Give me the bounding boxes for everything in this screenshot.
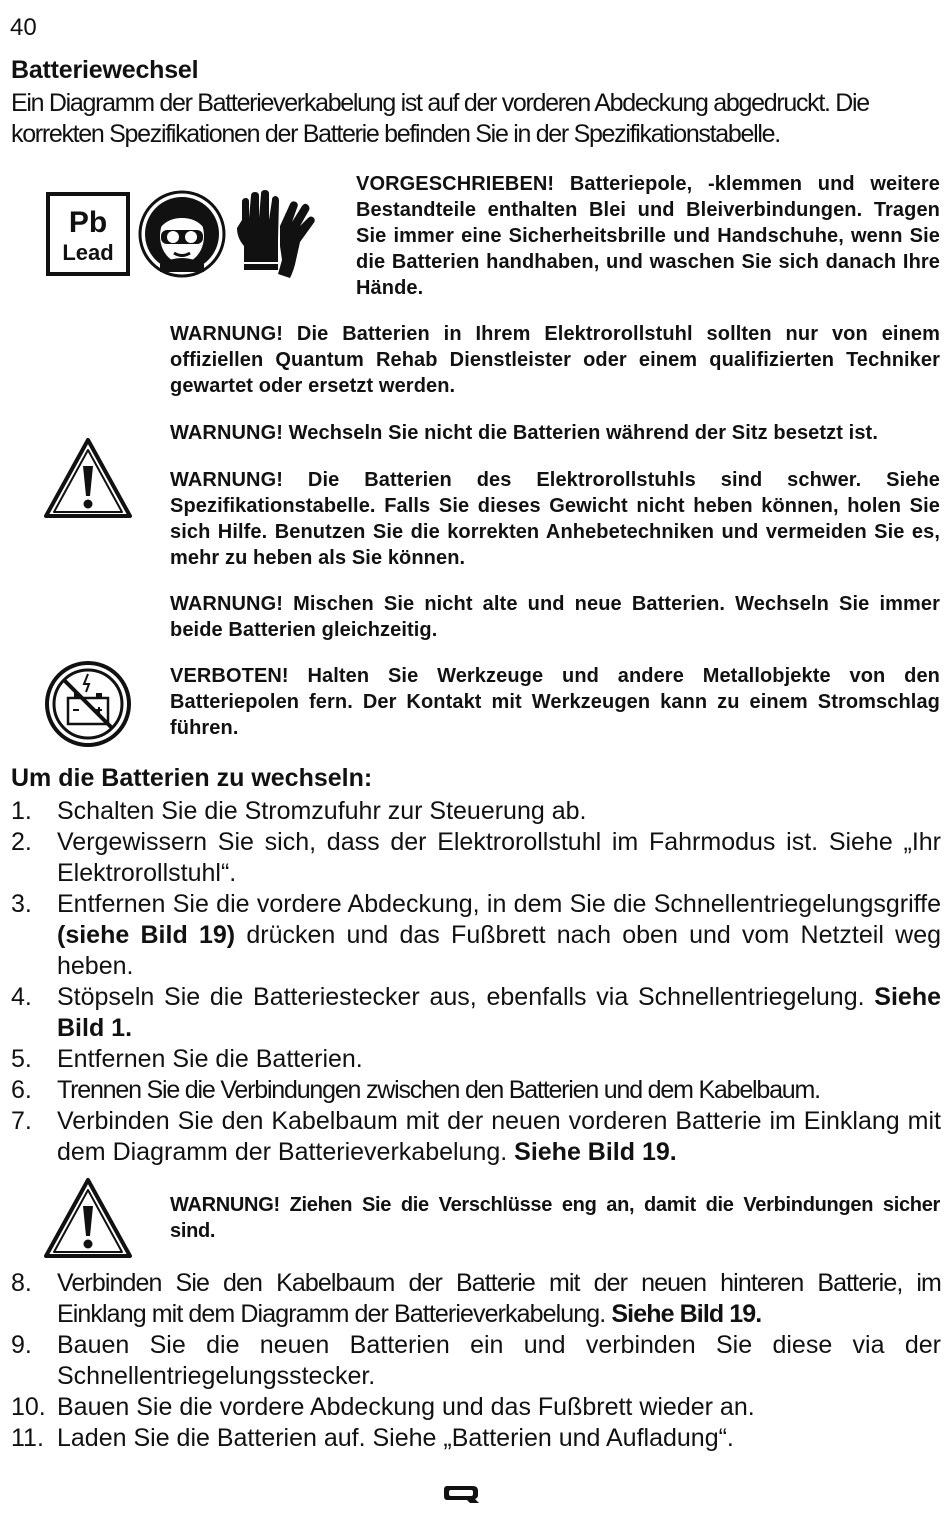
warning-mix xyxy=(170,591,940,643)
prohibited-tools-icon xyxy=(44,660,132,748)
prohibited-notice xyxy=(170,663,940,741)
prohibited-label: VERBOTEN! xyxy=(170,665,289,687)
safety-goggles-icon xyxy=(138,190,226,278)
intro-paragraph: Ein Diagramm der Batterieverkabelung ist auf der vorderen Abdeckung abgedruckt. Die korrekten Spezifikationen der Batterie befinden Sie in der Spezifikationstabelle. xyxy=(11,89,869,148)
section-title: Batteriewechsel xyxy=(11,56,199,84)
page-number: 40 xyxy=(10,14,37,41)
warning-seat xyxy=(170,420,940,446)
warning-triangle-icon xyxy=(42,1176,134,1262)
warning-label: WARNUNG! xyxy=(170,422,284,444)
warning-service xyxy=(170,321,940,399)
gloves-icon xyxy=(234,190,316,280)
mandatory-label: VORGESCHRIEBEN! xyxy=(356,173,555,195)
list-item: 1. Schalten Sie die Stromzufuhr zur Steuerung ab. xyxy=(11,797,587,825)
prohibited-text: Halten Sie Werkzeuge und andere Metallobjekte von den Batteriepolen fern. Der Kontakt mit Werkzeugen kann zu einem Stromschlag führen. xyxy=(170,665,940,739)
steps-list-part2 xyxy=(11,1268,941,1454)
list-item: 11. Laden Sie die Batterien auf. Siehe „Batterien und Aufladung“. xyxy=(11,1424,734,1452)
warning-tighten xyxy=(170,1192,940,1244)
list-item: 2. Vergewissern Sie sich, dass der Elektrorollstuhl im Fahrmodus ist. Siehe „Ihr Elektrorollstuhl“. xyxy=(11,828,941,887)
warning-text: Wechseln Sie nicht die Batterien während der Sitz besetzt ist. xyxy=(283,422,878,444)
list-item: 5. Entfernen Sie die Batterien. xyxy=(11,1045,363,1073)
warning-text: Die Batterien des Elektrorollstuhls sind schwer. Siehe Spezifikationstabelle. Falls Sie dieses Gewicht nicht heben können, holen Sie sich Hilfe. Benutzen Sie die korrekten Anhebetechniken und vermeiden Sie es, mehr zu heben als Sie können. xyxy=(170,469,940,569)
list-item: 9. Bauen Sie die neuen Batterien ein und verbinden Sie diese via der Schnellentriegelungsstecker. xyxy=(11,1331,941,1390)
lead-label: Lead xyxy=(62,240,114,265)
mandatory-text: Batteriepole, -klemmen und weitere Bestandteile enthalten Blei und Bleiverbindungen. Tragen Sie immer eine Sicherheitsbrille und Handschuhe, wenn Sie die Batterien handhaben, und waschen Sie sich danach Ihre Hände. xyxy=(356,173,940,299)
warning-label: WARNUNG! xyxy=(170,323,284,345)
warning-weight xyxy=(170,467,940,571)
list-item: 6. Trennen Sie die Verbindungen zwischen den Batterien und dem Kabelbaum. xyxy=(11,1076,820,1104)
lead-icon xyxy=(46,192,130,276)
list-item: 3. Entfernen Sie die vordere Abdeckung, in dem Sie die Schnellentriegelungsgriffe (siehe Bild 19) drücken und das Fußbrett nach oben und vom Netzteil weg heben. xyxy=(11,890,941,980)
procedure-heading: Um die Batterien zu wechseln: xyxy=(11,764,373,792)
steps-list-part1 xyxy=(11,796,941,1168)
warning-text: Die Batterien in Ihrem Elektrorollstuhl sollten nur von einem offiziellen Quantum Rehab Dienstleister oder einem qualifizierten Techniker gewartet oder ersetzt werden. xyxy=(170,323,940,397)
list-item: 7. Verbinden Sie den Kabelbaum mit der neuen vorderen Batterie im Einklang mit dem Diagramm der Batterieverkabelung. Siehe Bild 19. xyxy=(11,1107,941,1166)
warning-triangle-icon xyxy=(42,436,134,522)
list-item: 4. Stöpseln Sie die Batteriestecker aus, ebenfalls via Schnellentriegelung. Siehe Bild 1. xyxy=(11,983,941,1042)
warning-label: WARNUNG! xyxy=(170,469,284,491)
warning-text: Ziehen Sie die Verschlüsse eng an, damit die Verbindungen sicher sind. xyxy=(170,1194,940,1242)
warning-text: Mischen Sie nicht alte und neue Batterien. Wechseln Sie immer beide Batterien gleichzeitig. xyxy=(170,593,940,641)
quantum-logo-icon xyxy=(443,1484,481,1509)
list-item: 10. Bauen Sie die vordere Abdeckung und das Fußbrett wieder an. xyxy=(11,1393,755,1421)
list-item: 8. Verbinden Sie den Kabelbaum der Batterie mit der neuen hinteren Batterie, im Einklang mit dem Diagramm der Batterieverkabelung. Siehe Bild 19. xyxy=(11,1269,941,1328)
warning-label: WARNUNG! xyxy=(170,593,284,615)
lead-symbol: Pb xyxy=(68,206,108,239)
warning-label: WARNUNG! xyxy=(170,1194,280,1216)
mandatory-notice xyxy=(356,171,940,301)
